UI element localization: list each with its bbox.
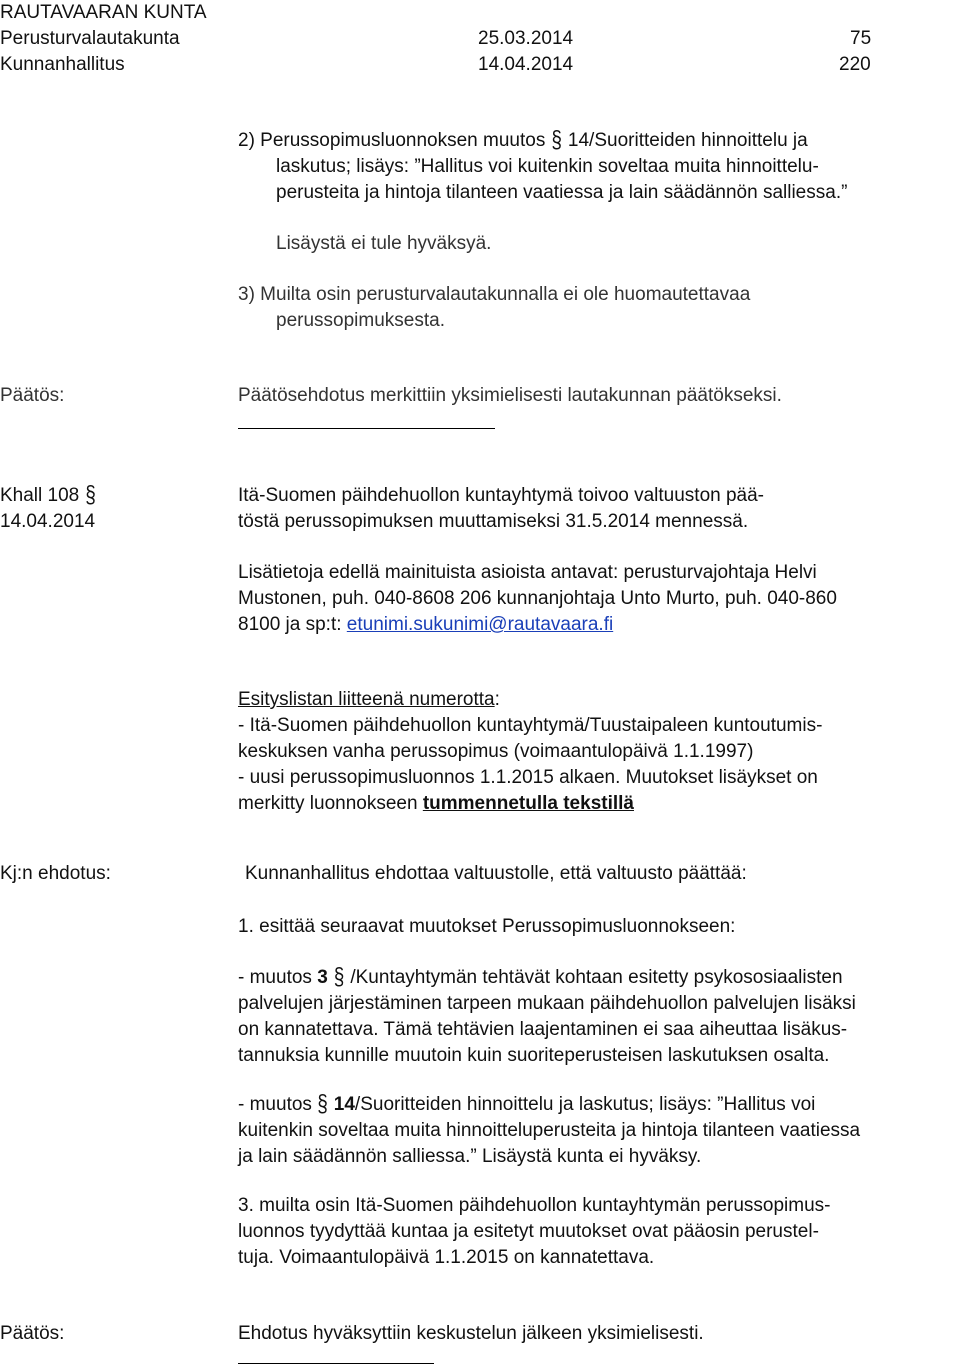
header-date-2: 14.04.2014	[478, 54, 574, 75]
khall-date: 14.04.2014	[0, 511, 96, 532]
section-sign: §	[317, 1091, 328, 1118]
attachment-line-1: - Itä-Suomen päihdehuollon kuntayhtymä/Tuustaipaleen kuntoutumis-	[238, 715, 823, 736]
decision-label: Päätös:	[0, 385, 65, 406]
header-number-1: 75	[850, 28, 872, 49]
header-body-1: Perusturvalautakunta	[0, 28, 180, 49]
header-body-2: Kunnanhallitus	[0, 54, 125, 75]
attachment-line-3: - uusi perussopimusluonnos 1.1.2015 alkaen. Muutokset lisäykset on	[238, 767, 818, 788]
khall-label: Khall 108 §	[0, 483, 102, 509]
proposal-intro: Kunnanhallitus ehdottaa valtuustolle, että valtuusto päättää:	[245, 863, 747, 884]
section-sign: §	[551, 127, 562, 154]
final-decision-label: Päätös:	[0, 1323, 65, 1344]
info-line-3: 8100 ja sp:t: etunimi.sukunimi@rautavaara.fi	[238, 614, 614, 635]
change14-line-2: kuitenkin soveltaa muita hinnoitteluperusteita ja hintoja tilanteen vaatiessa	[238, 1120, 861, 1141]
item2-line-3: perusteita ja hintoja tilanteen vaatiessa ja lain säädännön salliessa.”	[276, 182, 848, 203]
bottom-separator-line	[238, 1363, 434, 1364]
final-decision-text: Ehdotus hyväksyttiin keskustelun jälkeen yksimielisesti.	[238, 1323, 704, 1344]
point3-line-1: 3. muilta osin Itä-Suomen päihdehuollon kuntayhtymän perussopimus-	[238, 1195, 831, 1216]
bold-underlined-text: tummennetulla tekstillä	[422, 793, 634, 814]
change14-line-1: - muutos § 14/Suoritteiden hinnoittelu ja laskutus; lisäys: ”Hallitus voi	[238, 1092, 815, 1118]
attachment-line-4: merkitty luonnokseen tummennetulla tekstillä	[238, 793, 634, 814]
khall-text-2: töstä perussopimuksen muuttamiseksi 31.5.2014 mennessä.	[238, 511, 749, 532]
change3-line-4: tannuksia kunnille muutoin kuin suoriteperusteisen laskutuksen osalta.	[238, 1045, 830, 1066]
attachments-heading: Esityslistan liitteenä numerotta:	[238, 689, 500, 710]
item2-line-1: 2) Perussopimusluonnoksen muutos § 14/Suoritteiden hinnoittelu ja	[238, 128, 808, 154]
point3-line-2: luonnos tyydyttää kuntaa ja esitetyt muutokset ovat pääosin perustel-	[238, 1221, 819, 1242]
proposal-point-1: 1. esittää seuraavat muutokset Perussopimusluonnokseen:	[238, 916, 736, 937]
change3-line-3: on kannatettava. Tämä tehtävien laajentaminen ei saa aiheuttaa lisäkus-	[238, 1019, 848, 1040]
section-sign: §	[85, 482, 96, 509]
section-sign: §	[333, 964, 345, 991]
change14-line-3: ja lain säädännön salliessa.” Lisäystä kunta ei hyväksy.	[238, 1146, 702, 1167]
change3-line-2: palvelujen järjestäminen tarpeen mukaan päihdehuollon palvelujen lisäksi	[238, 993, 856, 1014]
point3-line-3: tuja. Voimaantulopäivä 1.1.2015 on kannatettava.	[238, 1247, 655, 1268]
no-accept-note: Lisäystä ei tule hyväksyä.	[276, 233, 492, 254]
info-line-1: Lisätietoja edellä mainituista asioista antavat: perusturvajohtaja Helvi	[238, 562, 817, 583]
item3-line-1: 3) Muilta osin perusturvalautakunnalla ei ole huomautettavaa	[238, 284, 751, 305]
item3-line-2: perussopimuksesta.	[276, 310, 445, 331]
header-date-1: 25.03.2014	[478, 28, 574, 49]
municipality-name: RAUTAVAARAN KUNTA	[0, 2, 207, 23]
proposal-label: Kj:n ehdotus:	[0, 863, 111, 884]
change3-line-1: - muutos 3 § /Kuntayhtymän tehtävät kohtaan esitetty psykososiaalisten	[238, 965, 843, 991]
info-line-2: Mustonen, puh. 040-8608 206 kunnanjohtaja Unto Murto, puh. 040-860	[238, 588, 837, 609]
header-number-2: 220	[839, 54, 871, 75]
item2-line-2: laskutus; lisäys: ”Hallitus voi kuitenkin soveltaa muita hinnoittelu-	[276, 156, 819, 177]
khall-text-1: Itä-Suomen päihdehuollon kuntayhtymä toivoo valtuuston pää-	[238, 485, 765, 506]
separator-line	[238, 428, 495, 429]
decision-text: Päätösehdotus merkittiin yksimielisesti lautakunnan päätökseksi.	[238, 385, 782, 406]
contact-email-link[interactable]: etunimi.sukunimi@rautavaara.fi	[346, 614, 614, 635]
attachment-line-2: keskuksen vanha perussopimus (voimaantulopäivä 1.1.1997)	[238, 741, 754, 762]
